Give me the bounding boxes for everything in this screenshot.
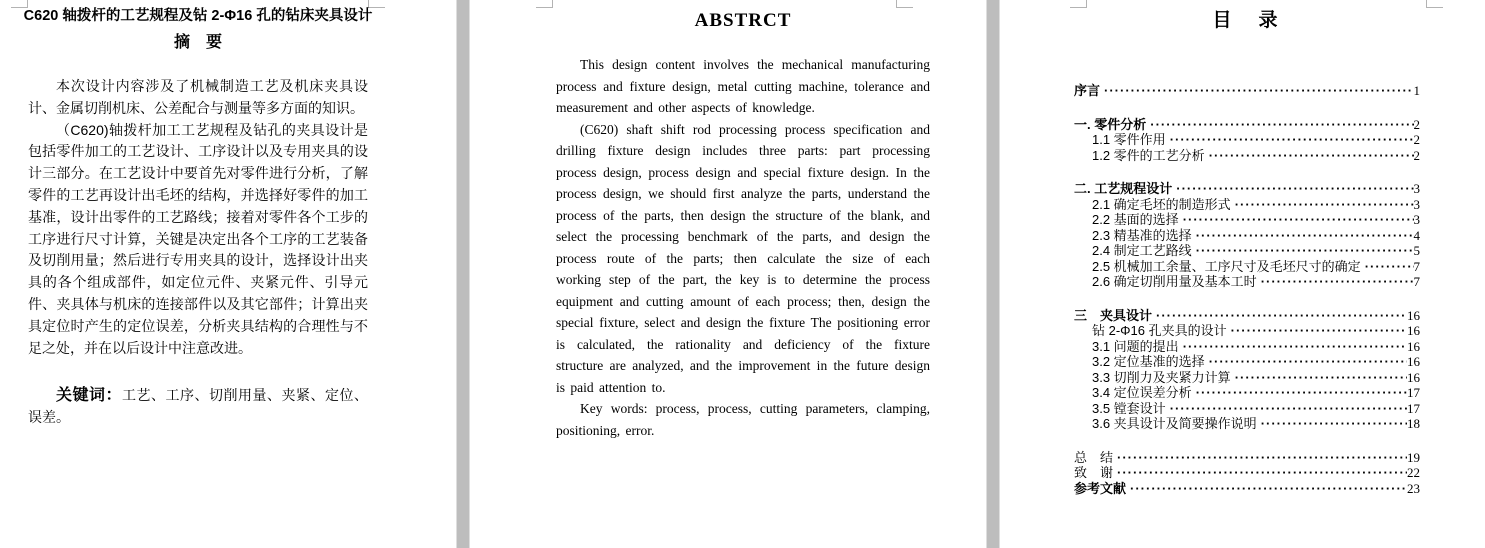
toc-entry (1074, 354, 1420, 370)
toc-entry-page: 17 (1407, 400, 1420, 416)
paragraph: Key words: process, process, cutting parameters, clamping, positioning, error. (556, 401, 930, 438)
toc-dot-leader (1152, 308, 1407, 324)
toc-dot-leader (1172, 181, 1413, 197)
toc-dot-leader (1166, 132, 1414, 148)
page-abstract-cn (0, 0, 456, 548)
toc-entry-page: 17 (1407, 385, 1420, 400)
abstract-cn-body (28, 76, 368, 429)
toc-dot-leader (1100, 83, 1413, 99)
toc-dot-leader (1257, 416, 1407, 432)
toc-entry-label: 三 夹具设计 (1074, 307, 1153, 323)
toc-entry-label: 2.1 确定毛坯的制造形式 (1092, 196, 1231, 212)
toc-entry-page: 3 (1413, 196, 1420, 212)
toc-entry-label: 3.2 定位基准的选择 (1092, 354, 1205, 369)
toc-dot-leader (1113, 450, 1407, 466)
toc-dot-leader (1205, 354, 1407, 370)
toc-entry-label: 2.2 基面的选择 (1092, 212, 1179, 227)
toc-dot-leader (1126, 481, 1407, 497)
toc-entry-page: 16 (1407, 307, 1420, 323)
toc-entry-label: 2.6 确定切削用量及基本工时 (1092, 274, 1257, 289)
toc-entry (1074, 274, 1420, 290)
toc-entry-page: 4 (1413, 227, 1420, 243)
toc-dot-leader (1231, 197, 1414, 213)
toc-entry-page: 3 (1413, 181, 1420, 196)
toc-entry-page: 16 (1407, 354, 1420, 369)
toc-entry-label: 1.1 零件作用 (1092, 132, 1166, 147)
toc-entry-label: 参考文献 (1074, 480, 1127, 496)
toc-entry (1074, 259, 1420, 275)
toc-dot-leader (1192, 385, 1407, 401)
toc-entry (1074, 481, 1420, 497)
toc-entry-page: 16 (1407, 323, 1420, 338)
toc-dot-leader (1227, 323, 1407, 339)
toc-entry (1074, 370, 1420, 386)
toc-entry-page: 16 (1407, 338, 1420, 354)
toc-dot-leader (1257, 274, 1414, 290)
keywords-line (28, 385, 368, 429)
toc-dot-leader (1166, 401, 1407, 417)
toc-entry (1074, 197, 1420, 213)
toc-entry-label: 二. 工艺规程设计 (1074, 181, 1173, 196)
toc-entry-page: 2 (1413, 147, 1420, 163)
toc-entry-label: 一. 零件分析 (1074, 116, 1147, 132)
toc-entry (1074, 308, 1420, 324)
paragraph: This design content involves the mechanical manufacturing process and fixture design, metal cutting machine, tolerance and measurement and other aspects of knowledge. (556, 57, 930, 115)
toc-entry-page: 1 (1413, 83, 1420, 98)
toc-entry (1074, 450, 1420, 466)
toc-dot-leader (1192, 228, 1414, 244)
toc-entry (1074, 416, 1420, 432)
toc-entry-page: 5 (1413, 243, 1420, 258)
toc-entry-label: 2.4 制定工艺路线 (1092, 243, 1192, 258)
abstract-en-body (556, 54, 930, 441)
toc-dot-leader (1113, 465, 1407, 481)
toc-list (1074, 83, 1420, 496)
page-gap-separator (986, 0, 1000, 548)
toc-dot-leader (1361, 259, 1414, 275)
toc-dot-leader (1192, 243, 1414, 259)
toc-entry-label: 3.5 镗套设计 (1092, 400, 1166, 416)
toc-entry (1074, 148, 1420, 164)
toc-entry (1074, 339, 1420, 355)
keywords-label: 关键词： (56, 387, 122, 405)
toc-entry-page: 16 (1407, 369, 1420, 385)
toc-entry (1074, 228, 1420, 244)
crop-mark-top-right-icon (896, 0, 913, 8)
toc-entry-page: 7 (1413, 258, 1420, 274)
toc-entry (1074, 181, 1420, 197)
toc-entry (1074, 323, 1420, 339)
paragraph: (C620) shaft shift rod processing process specification and drilling fixture design includes three parts: part processing process design, process design and special fixture design. In the process design, we should first analyze the parts, understand the process of the parts, then design the structure of the blank, and select the processing benchmark of the parts, and design the process route of the parts; then calculate the size of each working step of the part, the key is to determine the process equipment and cutting amount of each process; then, design the special fixture, select and design the fixture The positioning error is calculated, the rationality and deficiency of the fixture structure are analyzed, and the improvement in the future design is paid attention to. (556, 121, 930, 395)
toc-entry (1074, 212, 1420, 228)
toc-entry-label: 3.6 夹具设计及简要操作说明 (1092, 416, 1257, 431)
toc-entry-page: 2 (1413, 132, 1420, 147)
toc-entry-label: 致 谢 (1074, 465, 1114, 480)
toc-entry-page: 23 (1407, 480, 1420, 496)
abstract-en-heading: ABSTRCT (694, 10, 792, 31)
toc-dot-leader (1146, 117, 1413, 133)
toc-entry-page: 22 (1407, 465, 1420, 480)
toc-entry-label: 3.3 切削力及夹紧力计算 (1092, 369, 1231, 385)
toc-entry-label: 2.3 精基准的选择 (1092, 227, 1192, 243)
toc-entry (1074, 117, 1420, 133)
toc-entry (1074, 243, 1420, 259)
toc-entry-page: 18 (1407, 416, 1420, 431)
toc-entry (1074, 401, 1420, 417)
toc-entry-label: 3.1 问题的提出 (1092, 338, 1179, 354)
toc-entry-label: 序言 (1074, 83, 1101, 98)
toc-entry (1074, 385, 1420, 401)
keywords-text: 工艺、工序、切削用量、夹紧、定位、误差。 (28, 387, 368, 426)
toc-entry-label: 1.2 零件的工艺分析 (1092, 147, 1205, 163)
page-toc (1000, 0, 1485, 548)
toc-dot-leader (1231, 370, 1407, 386)
toc-dot-leader (1179, 212, 1414, 228)
toc-entry-page: 2 (1413, 116, 1420, 132)
crop-mark-top-right-icon (1426, 0, 1443, 8)
crop-mark-top-left-icon (536, 0, 553, 8)
toc-entry-page: 7 (1413, 274, 1420, 289)
abstract-cn-heading: 摘 要 (173, 34, 222, 51)
paragraph: （C620)轴拨杆加工工艺规程及钻孔的夹具设计是包括零件加工的工艺设计、工序设计以及专用夹具的设计三部分。在工艺设计中要首先对零件进行分析，了解零件的工艺再设计出毛坯的结构，并选择好零件的加工基准，设计出零件的工艺路线；接着对零件各个工步的工序进行尺寸计算，关键是决定出各个工序的工艺装备及切削用量；然后进行专用夹具的设计，选择设计出夹具的各个组成部件，如定位元件、夹紧元件、引导元件、夹具体与机床的连接部件以及其它部件；计算出夹具定位时产生的定位误差，分析夹具结构的合理性与不足之处，并在以后设计中注意改进。 (28, 121, 368, 356)
paragraph: 本次设计内容涉及了机械制造工艺及机床夹具设计、金属切削机床、公差配合与测量等多方面的知识。 (28, 78, 368, 116)
toc-entry (1074, 465, 1420, 481)
toc-entry-label: 2.5 机械加工余量、工序尺寸及毛坯尺寸的确定 (1092, 258, 1361, 274)
crop-mark-top-left-icon (1070, 0, 1087, 8)
toc-entry-label: 钻 2-Φ16 孔夹具的设计 (1092, 323, 1227, 338)
page-abstract-en (470, 0, 986, 548)
toc-entry (1074, 132, 1420, 148)
doc-title: C620 轴拨杆的工艺规程及钻 2-Φ16 孔的钻床夹具设计 (23, 8, 373, 24)
page-gap-separator (456, 0, 470, 548)
toc-heading: 目 录 (1212, 10, 1282, 31)
toc-entry-label: 总 结 (1074, 449, 1114, 465)
toc-entry-label: 3.4 定位误差分析 (1092, 385, 1192, 400)
toc-entry-page: 3 (1413, 212, 1420, 227)
toc-entry (1074, 83, 1420, 99)
toc-dot-leader (1179, 339, 1407, 355)
toc-entry-page: 19 (1407, 449, 1420, 465)
toc-dot-leader (1205, 148, 1414, 164)
